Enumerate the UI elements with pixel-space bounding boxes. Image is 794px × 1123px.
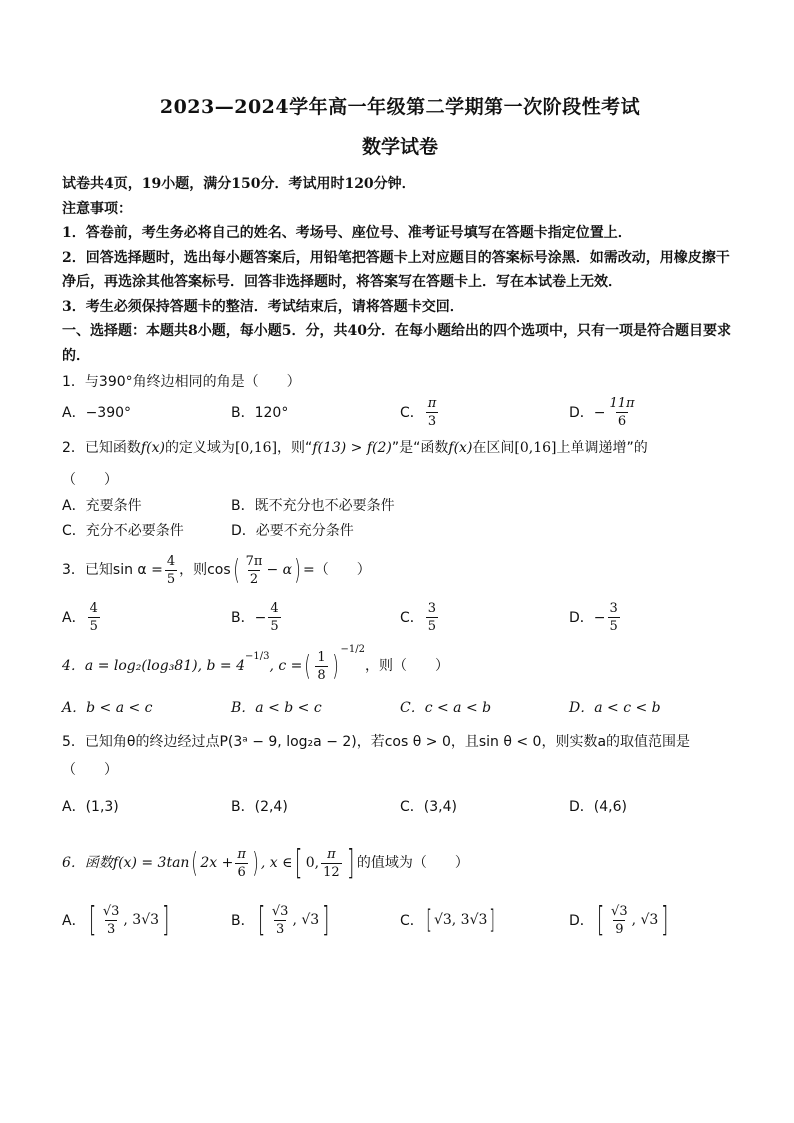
- q1-c-num: π: [427, 395, 437, 411]
- q3-text-2: ，则cos: [179, 562, 231, 578]
- q6-int-num: π: [327, 846, 336, 862]
- q2-fx: f(x): [140, 440, 165, 456]
- q3-c-label: C．: [400, 610, 424, 626]
- q6-c-rbracket: ]: [489, 905, 496, 935]
- q3-left-paren: (: [232, 553, 240, 586]
- q1-c-den: 3: [427, 413, 437, 429]
- q2-text-3: ，则“: [277, 440, 313, 456]
- q6-arg-den: 6: [237, 864, 246, 880]
- q6-left-paren: (: [191, 846, 199, 879]
- question-5-stem: 5．已知角θ的终边经过点P(3ᵃ − 9, log₂a − 2)，若cos θ > 0，且sin θ < 0，则实数a的取值范围是（ ）: [62, 734, 691, 778]
- q4-text-end: ，则（ ）: [365, 658, 450, 674]
- question-3-options: [62, 594, 738, 640]
- notice-item-3: 3．考生必须保持答题卡的整洁．考试结束后，请将答题卡交回．: [62, 298, 464, 315]
- q4-option-b[interactable]: B．a < b < c: [231, 700, 322, 716]
- q6-arg-num: π: [237, 846, 246, 862]
- question-4-stem: [62, 640, 738, 692]
- q2-text-1: 2．已知函数: [62, 440, 141, 456]
- q3-cos-num: 7π: [245, 553, 263, 569]
- exam-title: 2023—2024学年高一年级第二学期第一次阶段性考试: [159, 96, 641, 118]
- question-6-options: [62, 892, 738, 948]
- q4-num: 1: [317, 649, 326, 665]
- q3-option-b[interactable]: [231, 600, 400, 635]
- q6-option-a[interactable]: [62, 900, 231, 940]
- q3-sin-num: 4: [166, 553, 176, 569]
- q1-option-c-label: C．: [400, 405, 424, 421]
- q5-option-b[interactable]: B．(2,4): [231, 799, 288, 815]
- q3-b-fraction: [268, 600, 280, 635]
- q6-a-rbracket: ]: [162, 900, 170, 940]
- q4-option-c[interactable]: C．c < a < b: [400, 700, 492, 716]
- q6-a-label: A．: [62, 913, 86, 929]
- q3-b-num: 4: [270, 600, 279, 616]
- q3-option-a[interactable]: [62, 600, 231, 635]
- q1-option-d-fraction: [608, 395, 637, 430]
- q6-arg: 2x +: [200, 855, 234, 871]
- exam-page: [62, 92, 738, 948]
- q4-option-a[interactable]: A．b < a < c: [62, 700, 153, 716]
- q2-blank: （ ）: [62, 472, 118, 488]
- q6-arg-fraction: [235, 846, 248, 881]
- q3-text-1: 3．已知sin α =: [62, 562, 163, 578]
- notice-heading: 注意事项：: [62, 200, 132, 217]
- q1-option-a[interactable]: A．−390°: [62, 405, 132, 421]
- q4-exp-c: −1/2: [340, 644, 366, 655]
- q6-b-tail: , √3: [292, 912, 320, 928]
- question-2-stem: [62, 436, 738, 460]
- question-2-options-row1: [62, 492, 738, 517]
- q3-cos-fraction: [244, 553, 265, 588]
- q2-text-6: 上单调递增”的: [556, 440, 648, 456]
- q5-option-c[interactable]: C．(3,4): [400, 799, 457, 815]
- q6-d-label: D．: [569, 913, 594, 929]
- exam-subtitle: 数学试卷: [361, 136, 438, 158]
- q3-a-num: 4: [89, 600, 98, 616]
- q6-d-rbracket: ]: [661, 900, 669, 940]
- q6-text-2: , x ∈: [260, 855, 293, 871]
- q3-right-paren: ): [294, 553, 301, 586]
- q1-option-c[interactable]: [400, 395, 569, 430]
- q3-d-fraction: [608, 600, 620, 635]
- q6-a-lbracket: [: [88, 900, 96, 940]
- q6-option-d[interactable]: [569, 900, 738, 940]
- q2-option-a[interactable]: A．充要条件: [62, 497, 142, 514]
- q6-b-fraction: [270, 903, 291, 938]
- q4-text-a: 4．a = log₂(log₃81), b = 4: [62, 658, 245, 674]
- q4-option-d[interactable]: D．a < c < b: [569, 700, 661, 716]
- q3-cos-den: 2: [249, 571, 259, 587]
- q3-b-den: 5: [270, 618, 279, 634]
- q2-text-2: 的定义域为: [164, 440, 235, 456]
- q3-option-c[interactable]: [400, 600, 569, 635]
- q6-b-lbracket: [: [257, 900, 265, 940]
- q6-int-den: 12: [323, 864, 340, 880]
- notice-item-1: 1．答卷前，考生务必将自己的姓名、考场号、座位号、准考证号填写在答题卡指定位置上．: [62, 225, 632, 241]
- q2-text-5: 在区间: [472, 440, 515, 456]
- q6-a-den: 3: [106, 921, 116, 937]
- q4-den: 8: [317, 667, 326, 683]
- q6-option-c[interactable]: [400, 907, 569, 933]
- q4-text-c: , c =: [269, 658, 303, 674]
- q2-option-c[interactable]: C．充分不必要条件: [62, 522, 184, 539]
- q3-c-num: 3: [427, 600, 437, 616]
- q6-d-den: 9: [615, 921, 624, 937]
- q5-option-d[interactable]: D．(4,6): [569, 799, 627, 815]
- q2-condition: f(13) > f(2): [312, 440, 392, 456]
- q3-sin-fraction: [165, 553, 177, 588]
- q3-text-4: =（ ）: [303, 562, 371, 578]
- q3-a-fraction: [88, 600, 100, 635]
- q3-d-num: 3: [609, 600, 618, 616]
- q3-d-label: D．−: [569, 610, 606, 626]
- question-6-stem: [62, 834, 738, 892]
- q6-d-num: √3: [611, 903, 628, 919]
- q3-option-d[interactable]: [569, 600, 738, 635]
- q2-domain: [0,16]: [234, 440, 278, 456]
- q6-option-b[interactable]: [231, 900, 400, 940]
- q6-text-1: 6．函数f(x) = 3tan: [62, 855, 190, 871]
- q4-exp-b: −1/3: [244, 651, 270, 662]
- q3-text-3: − α: [266, 562, 293, 578]
- q6-left-bracket: [: [295, 843, 303, 883]
- q1-option-d-label: D．−: [569, 405, 606, 421]
- q6-a-fraction: [101, 903, 122, 938]
- q3-c-fraction: [426, 600, 438, 635]
- section-heading: 一、选择题：本题共8小题，每小题5．分，共40分．在每小题给出的四个选项中，只有一项是符合题目要求的．: [62, 323, 731, 364]
- q1-option-d[interactable]: [569, 395, 738, 430]
- q1-d-num: 11π: [609, 395, 635, 411]
- q2-option-d[interactable]: D．必要不充分条件: [231, 522, 354, 539]
- q1-option-b[interactable]: B．120°: [231, 405, 289, 421]
- q3-d-den: 5: [609, 618, 618, 634]
- q6-right-paren: ): [252, 846, 259, 879]
- q6-b-den: 3: [276, 921, 285, 937]
- question-3-stem: [62, 546, 738, 594]
- q6-text-3: 的值域为（ ）: [356, 855, 469, 871]
- q6-right-bracket: ]: [346, 843, 354, 883]
- q2-interval: [0,16]: [514, 440, 557, 456]
- question-4-options: [62, 692, 738, 722]
- q6-b-rbracket: ]: [322, 900, 330, 940]
- q6-interval-a: 0,: [305, 855, 320, 871]
- q4-fraction: [315, 649, 327, 684]
- exam-info: 试卷共4页，19小题，满分150分．考试用时120分钟．: [62, 176, 416, 192]
- q3-b-label: B．−: [231, 610, 267, 626]
- q2-fx-2: f(x): [448, 440, 473, 456]
- q1-option-c-fraction: [426, 395, 439, 430]
- q6-interval-fraction: [321, 846, 342, 881]
- q6-c-label: C．: [400, 913, 424, 929]
- question-2-options-row2: [62, 517, 738, 542]
- q6-a-num: √3: [102, 903, 120, 919]
- question-5-options: [62, 784, 738, 828]
- q2-text-4: ”是“函数: [391, 440, 449, 456]
- q6-d-lbracket: [: [596, 900, 605, 940]
- q4-left-paren: (: [304, 649, 312, 682]
- q3-a-den: 5: [89, 618, 98, 634]
- q3-c-den: 5: [427, 618, 437, 634]
- q6-c-lbracket: [: [426, 905, 432, 935]
- q6-c-text: √3, 3√3: [433, 912, 488, 928]
- q6-b-num: √3: [271, 903, 289, 919]
- q6-d-fraction: [609, 903, 630, 938]
- q4-right-paren: ): [331, 649, 339, 682]
- q6-b-label: B．: [231, 913, 255, 929]
- q3-sin-den: 5: [166, 571, 176, 587]
- q6-a-tail: , 3√3: [123, 912, 160, 928]
- q1-d-den: 6: [617, 413, 627, 429]
- question-1-stem: 1．与390°角终边相同的角是（ ）: [62, 374, 301, 390]
- q2-option-b[interactable]: B．既不充分也不必要条件: [231, 497, 395, 514]
- q3-a-label: A．: [62, 610, 86, 626]
- q5-option-a[interactable]: A．(1,3): [62, 799, 119, 815]
- question-1-options: [62, 394, 738, 430]
- q6-d-tail: , √3: [631, 912, 659, 928]
- notice-item-2: 2．回答选择题时，选出每小题答案后，用铅笔把答题卡上对应题目的答案标号涂黑．如需改动，用橡皮擦干净后，再选涂其他答案标号．回答非选择题时，将答案写在答题卡上．写在本试卷上无效．: [62, 249, 730, 290]
